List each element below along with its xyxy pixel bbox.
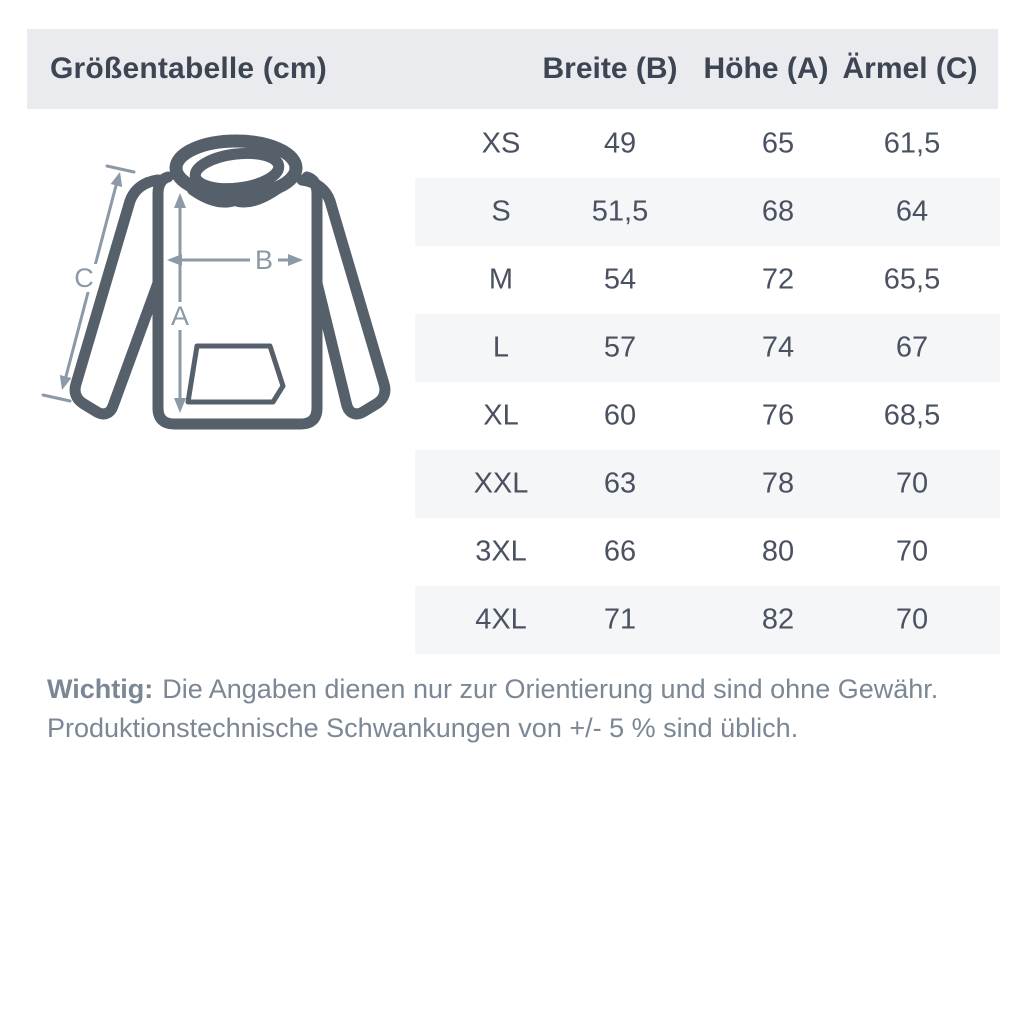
dimension-label-b: B [254, 245, 274, 275]
disclaimer-text-1: Die Angaben dienen nur zur Orientierung und sind ohne Gewähr. [162, 674, 939, 704]
hoehe-value: 72 [761, 263, 795, 296]
dimension-label-c: C [74, 263, 94, 293]
breite-value: 57 [603, 331, 637, 364]
table-row-xxl [415, 450, 1000, 518]
size-table [415, 110, 1000, 654]
size-label: XS [481, 127, 521, 160]
table-row-3xl [415, 518, 1000, 586]
table-row-xs [415, 110, 1000, 178]
hoehe-value: 65 [761, 127, 795, 160]
disclaimer-line-2: Produktionstechnische Schwankungen von +/- 5 % sind üblich. [47, 713, 799, 743]
size-label: 4XL [475, 603, 527, 636]
table-header-band [27, 29, 998, 109]
breite-value: 54 [603, 263, 637, 296]
aermel-value: 70 [895, 467, 929, 500]
disclaimer-line-1 [47, 670, 977, 709]
column-header-breite: Breite (B) [542, 52, 678, 85]
table-row-4xl [415, 586, 1000, 654]
table-row-m [415, 246, 1000, 314]
size-label: XXL [473, 467, 529, 500]
hoodie-measurement-diagram [40, 118, 420, 463]
column-header-aermel: Ärmel (C) [842, 52, 978, 85]
aermel-value: 68,5 [883, 399, 941, 432]
disclaimer-label: Wichtig: [47, 674, 154, 704]
breite-value: 60 [603, 399, 637, 432]
size-label: 3XL [475, 535, 527, 568]
aermel-value: 67 [895, 331, 929, 364]
breite-value: 66 [603, 535, 637, 568]
aermel-value: 65,5 [883, 263, 941, 296]
hoehe-value: 78 [761, 467, 795, 500]
aermel-value: 64 [895, 195, 929, 228]
column-header-hoehe: Höhe (A) [703, 52, 829, 85]
disclaimer-note [47, 670, 977, 748]
aermel-value: 70 [895, 603, 929, 636]
breite-value: 71 [603, 603, 637, 636]
hoehe-value: 82 [761, 603, 795, 636]
table-row-s [415, 178, 1000, 246]
measurement-arrow-b [167, 254, 303, 266]
size-label: M [488, 263, 514, 296]
hoehe-value: 76 [761, 399, 795, 432]
size-label: S [491, 195, 511, 228]
hoehe-value: 68 [761, 195, 795, 228]
breite-value: 51,5 [591, 195, 649, 228]
size-label: L [492, 331, 510, 364]
hoehe-value: 74 [761, 331, 795, 364]
page-title: Größentabelle (cm) [50, 52, 327, 85]
kangaroo-pocket-outline [188, 346, 283, 402]
hoehe-value: 80 [761, 535, 795, 568]
breite-value: 63 [603, 467, 637, 500]
dimension-tick-top [107, 166, 134, 172]
size-label: XL [483, 399, 519, 432]
aermel-value: 61,5 [883, 127, 941, 160]
aermel-value: 70 [895, 535, 929, 568]
dimension-tick-bottom [43, 395, 70, 401]
breite-value: 49 [603, 127, 637, 160]
table-row-xl [415, 382, 1000, 450]
dimension-label-a: A [170, 301, 190, 331]
table-row-l [415, 314, 1000, 382]
